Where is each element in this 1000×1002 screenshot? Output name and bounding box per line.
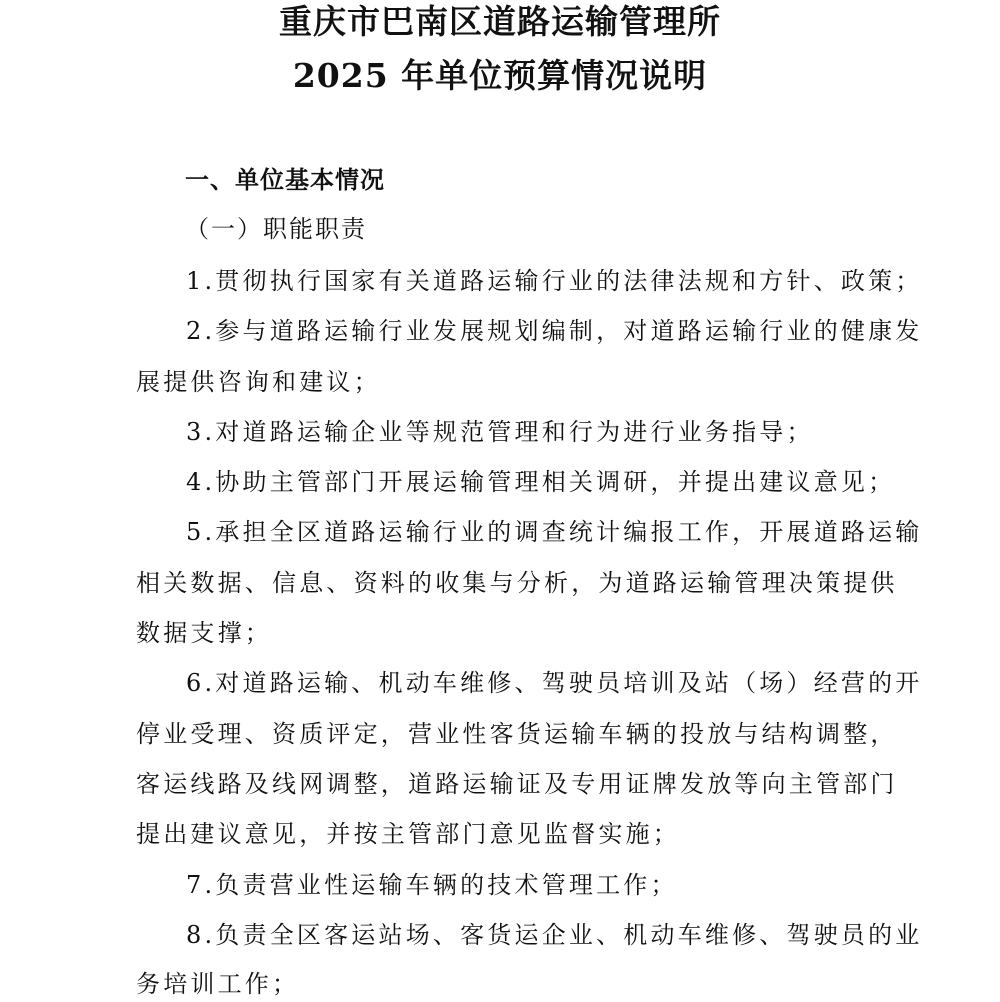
paragraph-item-7-line-1: 7.负责营业性运输车辆的技术管理工作； (186, 871, 678, 899)
subsection-heading: （一）职能职责 (185, 215, 367, 243)
paragraph-item-6-line-2: 停业受理、资质评定，营业性客货运输车辆的投放与结构调整， (136, 720, 898, 748)
paragraph-item-6-line-4: 提出建议意见，并按主管部门意见监督实施； (136, 820, 680, 848)
paragraph-item-1-line-1: 1.贯彻执行国家有关道路运输行业的法律法规和方针、政策； (186, 267, 923, 295)
document-title-line-2: 2025 年单位预算情况说明 (292, 56, 708, 95)
document-title-line-1: 重庆市巴南区道路运输管理所 (279, 2, 721, 41)
paragraph-item-6-line-1: 6.对道路运输、机动车维修、驾驶员培训及站（场）经营的开 (186, 669, 923, 697)
paragraph-item-4-line-1: 4.协助主管部门开展运输管理相关调研，并提出建议意见； (186, 468, 896, 496)
section-heading: 一、单位基本情况 (185, 165, 385, 194)
paragraph-item-2-line-1: 2.参与道路运输行业发展规划编制，对道路运输行业的健康发 (186, 317, 923, 345)
paragraph-item-5-line-2: 相关数据、信息、资料的收集与分析，为道路运输管理决策提供 (136, 569, 898, 597)
paragraph-item-6-line-3: 客运线路及线网调整，道路运输证及专用证牌发放等向主管部门 (136, 770, 898, 798)
paragraph-item-5-line-3: 数据支撑； (136, 619, 272, 647)
paragraph-item-3-line-1: 3.对道路运输企业等规范管理和行为进行业务指导； (186, 418, 814, 446)
paragraph-item-2-line-2: 展提供咨询和建议； (136, 368, 381, 396)
paragraph-item-8-line-2: 务培训工作； (136, 970, 300, 998)
paragraph-item-8-line-1: 8.负责全区客运站场、客货运企业、机动车维修、驾驶员的业 (186, 921, 923, 949)
paragraph-item-5-line-1: 5.承担全区道路运输行业的调查统计编报工作，开展道路运输 (186, 518, 923, 546)
